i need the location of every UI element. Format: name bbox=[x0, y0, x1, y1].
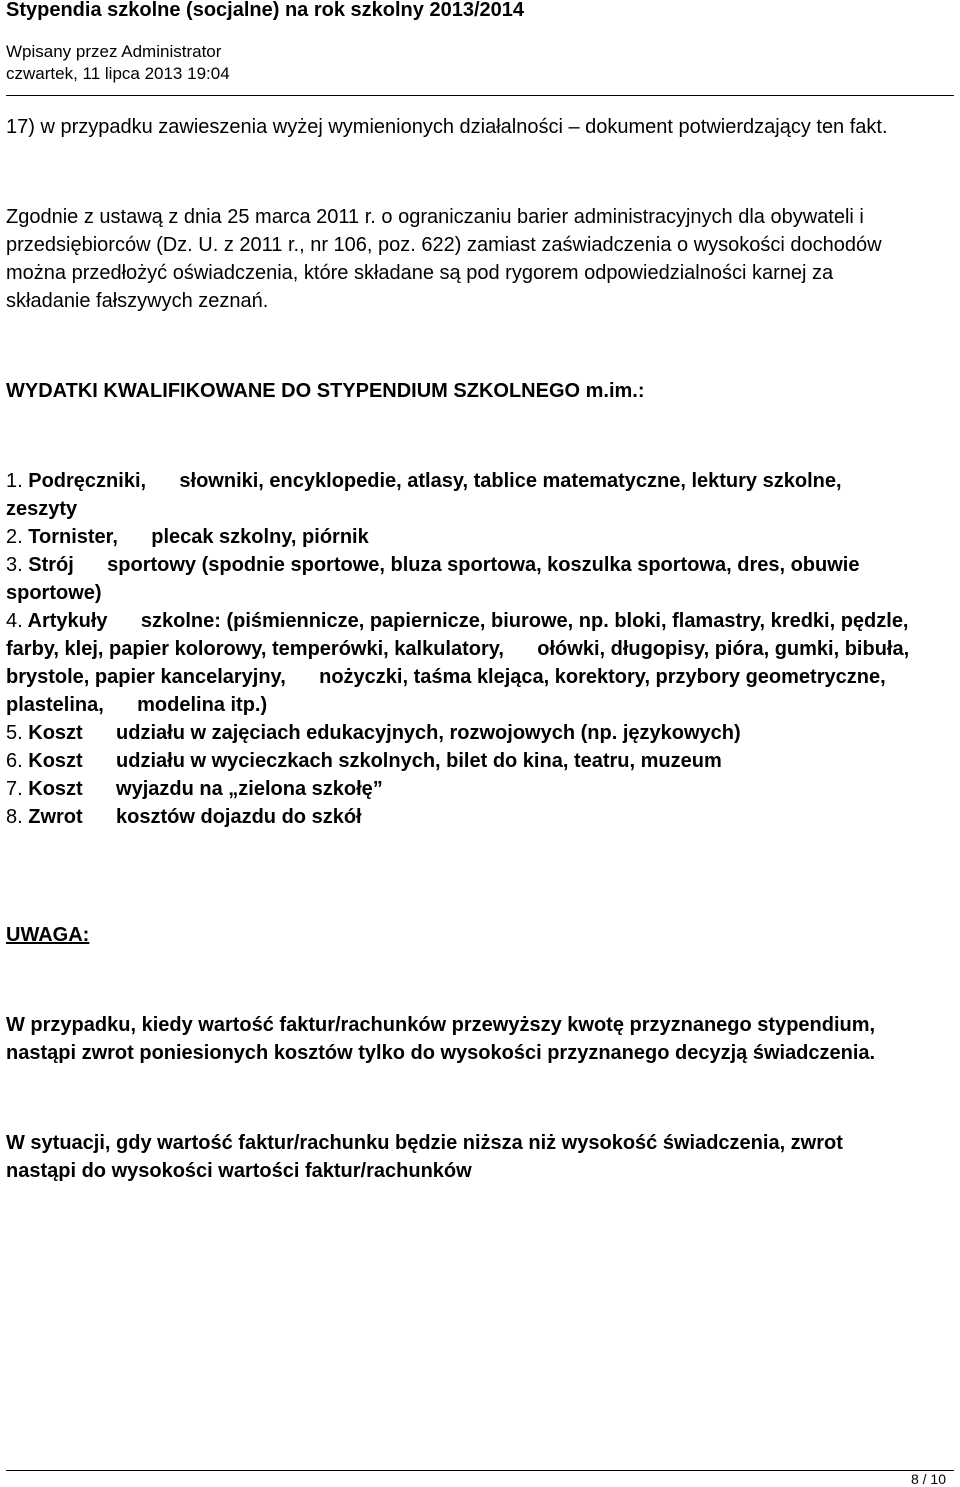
note-paragraph-1: W przypadku, kiedy wartość faktur/rachunków przewyższy kwotę przyznanego stypendium, nastąpi zwrot poniesionych kosztów tylko do wysokości przyznanego decyzją świadczenia. bbox=[6, 1014, 876, 1064]
note-paragraph-2: W sytuacji, gdy wartość faktur/rachunku będzie niższa niż wysokość świadczenia, zwrot nastąpi do wysokości wartości faktur/rachunków bbox=[6, 1132, 843, 1182]
page-title: Stypendia szkolne (socjalne) na rok szkolny 2013/2014 bbox=[6, 0, 524, 21]
list-item: 7. Koszt wyjazdu na „zielona szkołę” bbox=[6, 778, 383, 800]
list-item: 3. Strój sportowy (spodnie sportowe, bluza sportowa, koszulka sportowa, dres, obuwie sportowe) bbox=[6, 554, 866, 604]
law-paragraph: Zgodnie z ustawą z dnia 25 marca 2011 r. o ograniczaniu barier administracyjnych dla obywateli i przedsiębiorców (Dz. U. z 2011 r., nr 106, poz. 622) zamiast zaświadczenia o wysokości dochodów można przedłożyć oświadczenia, które składane są pod rygorem odpowiedzialności karnej za składanie fałszywych zeznań. bbox=[6, 206, 882, 312]
list-item: 5. Koszt udziału w zajęciach edukacyjnych, rozwojowych (np. językowych) bbox=[6, 722, 741, 744]
page-number: 8 / 10 bbox=[910, 1471, 946, 1487]
date-line: czwartek, 11 lipca 2013 19:04 bbox=[6, 64, 230, 83]
list-item: 4. Artykuły szkolne: (piśmiennicze, papiernicze, biurowe, np. bloki, flamastry, kredki, pędzle, farby, klej, papier kolorowy, temperówki, kalkulatory, ołówki, długopisy, pióra, gumki, bibuła, brystole, papier kancelaryjny, nożyczki, taśma klejąca, korektory, przybory geometryczne, plastelina, modelina itp.) bbox=[6, 610, 915, 716]
note-heading: UWAGA: bbox=[6, 924, 90, 946]
list-item: 6. Koszt udziału w wycieczkach szkolnych, bilet do kina, teatru, muzeum bbox=[6, 750, 722, 772]
page-header bbox=[6, 0, 954, 85]
expenses-heading: WYDATKI KWALIFIKOWANE DO STYPENDIUM SZKOLNEGO m.im.: bbox=[6, 380, 645, 402]
header-divider bbox=[6, 95, 954, 96]
item-17-paragraph: 17) w przypadku zawieszenia wyżej wymienionych działalności – dokument potwierdzający ten fakt. bbox=[6, 116, 888, 138]
list-item: 8. Zwrot kosztów dojazdu do szkół bbox=[6, 806, 362, 828]
list-item: 1. Podręczniki, słowniki, encyklopedie, atlasy, tablice matematyczne, lektury szkolne, zeszyty bbox=[6, 470, 875, 520]
list-item: 2. Tornister, plecak szkolny, piórnik bbox=[6, 526, 369, 548]
expenses-list bbox=[6, 467, 915, 831]
document-body bbox=[6, 113, 915, 1185]
author-line: Wpisany przez Administrator bbox=[6, 42, 222, 61]
footer-divider bbox=[6, 1470, 954, 1471]
